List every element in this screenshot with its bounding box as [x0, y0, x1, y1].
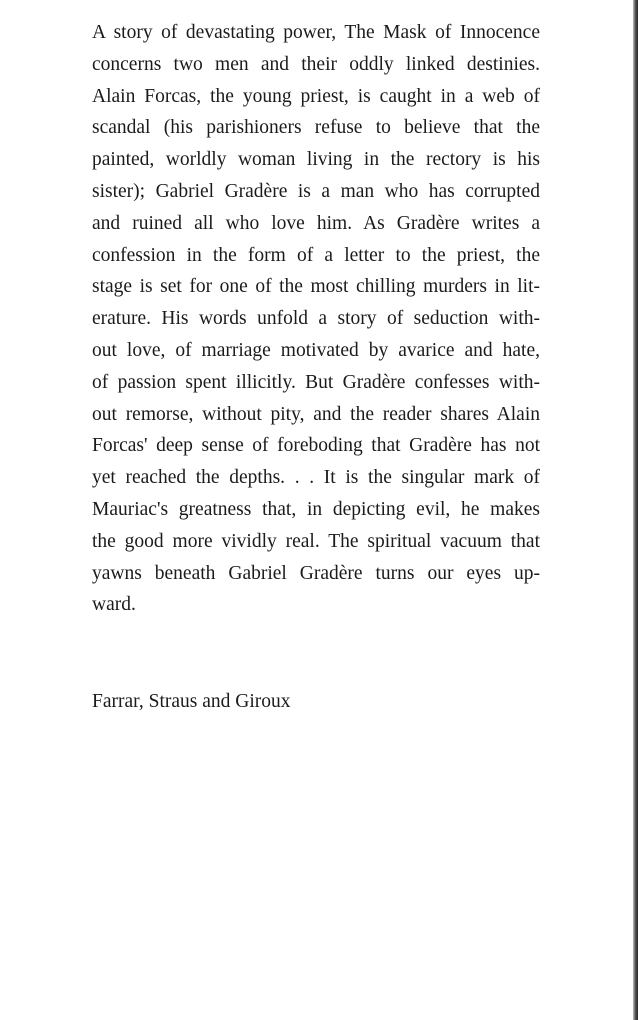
blurb-line: confession in the form of a letter to the priest, the [92, 244, 540, 266]
blurb-line: scandal (his parishioners refuse to believe that the [92, 117, 540, 139]
blurb-line: Mauriac's greatness that, in depicting evil, he makes [92, 498, 540, 520]
page-edge-shadow [633, 0, 638, 1020]
blurb-line: stage is set for one of the most chilling murders in lit- [92, 276, 540, 298]
book-description-blurb [92, 17, 540, 621]
blurb-line: Forcas' deep sense of foreboding that Gradère has not [92, 435, 540, 457]
blurb-line: out love, of marriage motivated by avarice and hate, [92, 339, 540, 361]
blurb-line: yawns beneath Gabriel Gradère turns our eyes up- [92, 562, 540, 584]
blurb-line: out remorse, without pity, and the reader shares Alain [92, 403, 540, 425]
blurb-line: Alain Forcas, the young priest, is caught in a web of [92, 85, 540, 107]
blurb-line: painted, worldly woman living in the rectory is his [92, 149, 540, 171]
blurb-line: concerns two men and their oddly linked destinies. [92, 53, 540, 75]
blurb-line: of passion spent illicitly. But Gradère confesses with- [92, 371, 540, 393]
publisher-name: Farrar, Straus and Giroux [92, 691, 291, 712]
blurb-line: the good more vividly real. The spiritual vacuum that [92, 530, 540, 552]
blurb-line: ward. [92, 594, 136, 616]
blurb-line: erature. His words unfold a story of seduction with- [92, 308, 540, 330]
blurb-line: and ruined all who love him. As Gradère writes a [92, 212, 540, 234]
blurb-line: A story of devastating power, The Mask of Innocence [92, 22, 540, 43]
blurb-line: yet reached the depths. . . It is the singular mark of [92, 467, 540, 489]
blurb-line: sister); Gabriel Gradère is a man who has corrupted [92, 180, 540, 202]
